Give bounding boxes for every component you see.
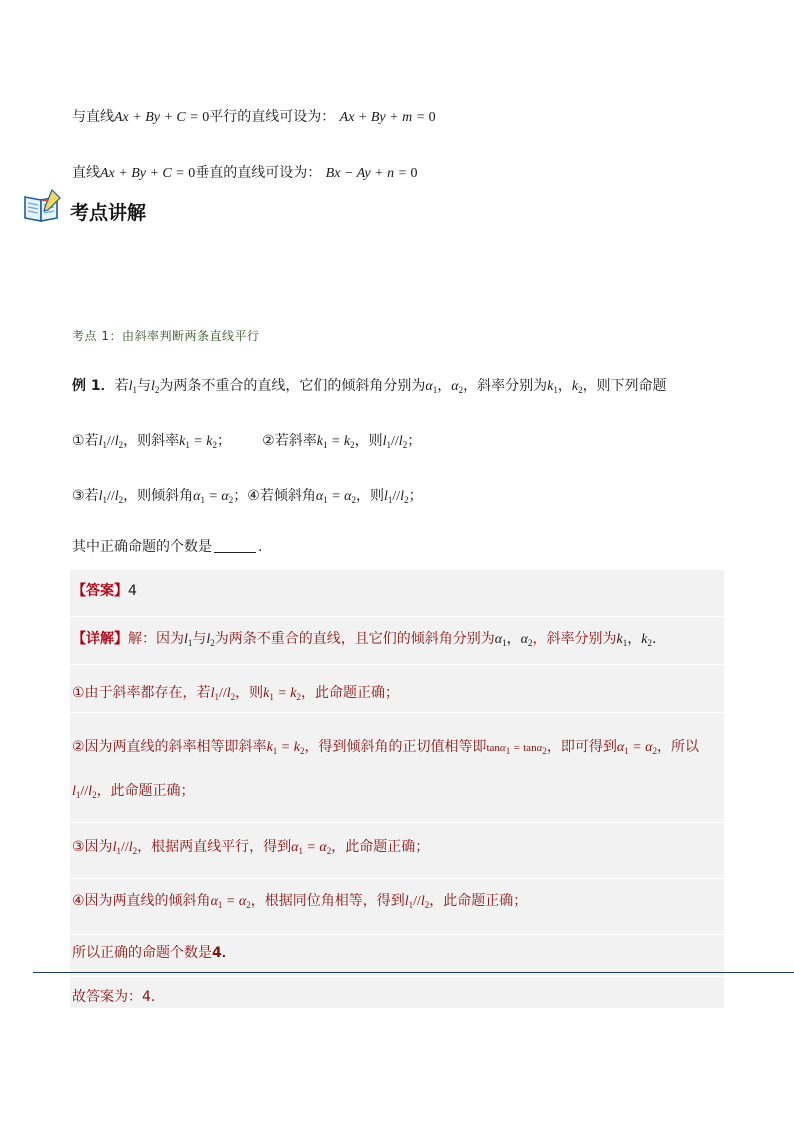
page-footer-rule — [33, 972, 794, 973]
proposition-row-2: ③若$l_1//l_2$，则倾斜角$\alpha_1 = \alpha_2$；④若倾斜角$\alpha_1 = \alpha_2$，则$l_1//l_2$； — [72, 488, 423, 505]
example-stem: 例 1．若$l_1$与$l_2$为两条不重合的直线，它们的倾斜角分别为$\alpha_1$，$\alpha_2$，斜率分别为$k_1$，$k_2$，则下列命题 — [72, 378, 667, 395]
detail-point-3: ③因为$l_1//l_2$，根据两直线平行，得到$\alpha_1 = \alpha_2$，此命题正确； — [72, 839, 430, 856]
detail-point-2-cont: $l_1//l_2$，此命题正确； — [72, 783, 195, 800]
summary-line: 所以正确的命题个数是4． — [72, 945, 236, 961]
final-answer-line: 故答案为：4． — [72, 989, 165, 1005]
open-book-pencil-icon — [22, 188, 62, 224]
section-title: 考点讲解 — [70, 202, 147, 224]
detail-point-1: ①由于斜率都存在，若$l_1//l_2$，则$k_1 = k_2$，此命题正确； — [72, 685, 400, 702]
formula: Ax + By + m = 0 — [339, 110, 436, 125]
detail-line: 【详解】解：因为$l_1$与$l_2$为两条不重合的直线，且它们的倾斜角分别为$\alpha_1$，$\alpha_2$，斜率分别为$k_1$，$k_2$. — [72, 631, 657, 648]
answer-blank — [214, 539, 256, 553]
formula: Ax + By + C = 0 — [114, 110, 210, 125]
answer-box — [70, 570, 724, 1008]
detail-point-2: ②因为两直线的斜率相等即斜率$k_1 = k_2$，得到倾斜角的正切值相等即tanα$_1$ = tanα$_2$，即可得到$\alpha_1 = \alpha_2$，所以 — [72, 739, 700, 756]
perpendicular-line-form: 直线Ax + By + C = 0垂直的直线可设为： Bx − Ay + n = 0 — [72, 165, 418, 181]
detail-point-4: ④因为两直线的倾斜角$\alpha_1 = \alpha_2$，根据同位角相等，得到$l_1//l_2$，此命题正确； — [72, 893, 528, 910]
formula: Bx − Ay + n = 0 — [325, 166, 418, 181]
kaodian-label: 考点 1：由斜率判断两条直线平行 — [72, 329, 260, 343]
question-line: 其中正确命题的个数是 . — [72, 539, 263, 555]
proposition-row-1: ①若$l_1//l_2$，则斜率$k_1 = k_2$； ②若斜率$k_1 = k_2$，则$l_1//l_2$； — [72, 433, 422, 450]
answer-line: 【答案】4 — [72, 583, 137, 599]
formula: Ax + By + C = 0 — [100, 166, 196, 181]
parallel-line-form: 与直线Ax + By + C = 0平行的直线可设为： Ax + By + m = 0 — [72, 109, 436, 125]
